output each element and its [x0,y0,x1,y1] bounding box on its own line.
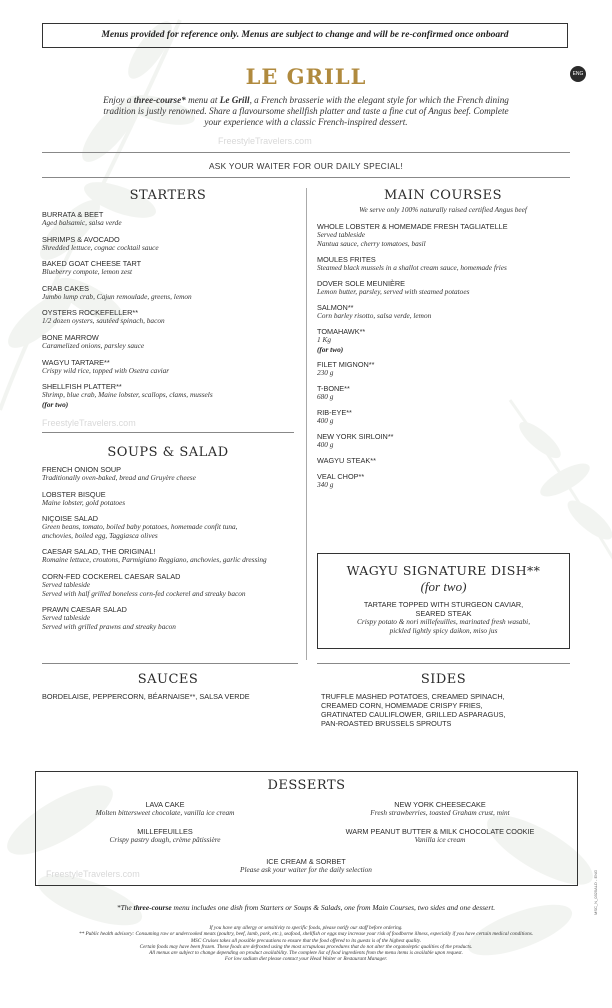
column-divider [306,188,307,660]
menu-item-desc: Maine lobster, gold potatoes [42,497,126,507]
footnote-line: MSC Cruises takes all possible precautions to ensure that the food offered to its guests is of the highest quality. [190,937,422,944]
menu-item-desc: Served tableside [42,613,91,623]
menu-item [42,210,297,228]
sides-heading: SIDES [420,672,467,687]
menu-item [317,222,577,248]
menu-item-name: WHOLE LOBSTER & HOMEMADE FRESH TAGLIATELLE [317,222,508,231]
menu-item [317,279,577,297]
menu-item-name: BURRATA & BEET [42,210,104,219]
reference-notice: Menus provided for reference only. Menus are subject to change and will be re-confirmed once onboard [42,23,568,48]
menu-item-name: CRAB CAKES [42,283,90,293]
side-line: CREAMED CORN, HOMEMADE CRISPY FRIES, [321,701,483,710]
signature-dish-box [317,553,570,649]
menu-item [42,382,297,409]
intro-text [100,95,512,128]
menu-item-portion: (for two) [42,399,69,409]
menu-item-name: FILET MIGNON** [317,360,375,370]
sauces-list: BORDELAISE, PEPPERCORN, BÉARNAISE**, SALSA VERDE [42,692,250,701]
dessert-desc: Molten bittersweet chocolate, vanilla ice cream [95,808,235,817]
menu-item [42,259,297,277]
menu-item [317,472,577,490]
menu-item [42,490,302,508]
menu-item [42,333,297,351]
menu-item-desc: 230 g [317,368,334,378]
menu-item [317,384,577,402]
menu-item-name: SALMON** [317,302,354,312]
menu-item [317,360,577,378]
menu-item-desc: Served tableside [317,230,366,239]
menu-item [317,408,577,426]
side-line: PAN-ROASTED BRUSSELS SPROUTS [321,719,452,728]
menu-item-name: NEW YORK SIRLOIN** [317,432,394,442]
divider [42,177,570,178]
menu-item-name: PRAWN CAESAR SALAD [42,605,127,615]
menu-item-desc: 400 g [317,440,334,450]
language-badge[interactable]: ENG [570,66,586,82]
menu-item-name: RIB-EYE** [317,408,352,418]
dessert-item [320,827,560,845]
menu-item-desc: Steamed black mussels in a shallot cream sauce, homemade fries [317,262,507,272]
menu-item-desc: Jumbo lump crab, Cajun remoulade, greens, lemon [42,291,192,301]
menu-item [317,432,577,450]
footnotes [0,925,612,963]
menu-item-name: CAESAR SALAD, THE ORIGINAL! [42,547,156,557]
watermark: FreestyleTravelers.com [42,418,136,428]
menu-item-name: FRENCH ONION SOUP [42,465,122,474]
menu-code: MSC_N_0325ALD - ENG [593,869,598,915]
menu-item [42,308,297,326]
menu-item [42,465,302,483]
mains-subheading: We serve only 100% naturally raised certified Angus beef [359,205,527,214]
menu-item-name: OYSTERS ROCKEFELLER** [42,308,139,318]
menu-item-name: VEAL CHOP** [317,471,365,481]
soups-list [42,465,302,638]
menu-item-name: MOULES FRITES [317,254,376,264]
mains-list [317,222,577,496]
menu-item-name: WAGYU STEAK** [317,456,376,466]
divider [42,432,294,433]
menu-item-name: WAGYU TARTARE** [42,357,110,367]
note-three-course: three-course [133,903,172,912]
menu-item-desc: Corn barley risotto, salsa verde, lemon [317,310,432,320]
menu-item [42,284,297,302]
menu-item-name: BAKED GOAT CHEESE TART [42,259,142,269]
signature-name: SEARED STEAK [415,609,472,618]
menu-item-desc: 680 g [317,392,334,402]
side-line: GRATINATED CAULIFLOWER, GRILLED ASPARAGUS, [321,710,506,719]
starters-heading: STARTERS [129,188,207,203]
menu-item-name: T-BONE** [317,384,350,394]
menu-item-desc: Served with half grilled boneless corn-fed cockerel and streaky bacon [42,588,246,598]
signature-heading: WAGYU SIGNATURE DISH** [346,563,541,578]
menu-item [42,514,302,540]
intro-le-grill: Le Grill [219,95,250,105]
menu-item-name: SHRIMPS & AVOCADO [42,234,120,244]
menu-item-desc: 1/2 dozen oysters, sautéed spinach, bacon [42,316,165,326]
menu-item [42,547,302,565]
menu-item-portion: (for two) [317,344,344,354]
side-line: TRUFFLE MASHED POTATOES, CREAMED SPINACH, [321,692,505,701]
note-part: *The [116,903,134,912]
menu-item [42,572,302,598]
menu-item [317,303,577,321]
menu-item-name: SHELLFISH PLATTER** [42,382,122,392]
starters-list [42,210,297,416]
menu-item-desc: 400 g [317,416,334,426]
dessert-name: WARM PEANUT BUTTER & MILK CHOCOLATE COOKIE [345,827,535,836]
divider [42,152,570,153]
menu-item-desc: Green beans, tomato, boiled baby potatoes, homemade confit tuna, [42,522,238,532]
menu-item-desc: Crispy wild rice, topped with Osetra caviar [42,365,170,375]
menu-item-name: LOBSTER BISQUE [42,489,106,499]
footnote-line: For low sodium diet please contact your Head Waiter or Restaurant Manager. [224,956,388,963]
note-part: menu includes one dish from Starters or Soups & Salads, one from Main Courses, two sides and one dessert. [171,903,496,912]
menu-item-name: NIÇOISE SALAD [42,514,98,524]
dessert-item [320,800,560,818]
menu-item-desc: Blueberry compote, lemon zest [42,267,132,277]
signature-sub: (for two) [420,579,467,594]
menu-item-name: DOVER SOLE MEUNIÈRE [317,278,405,288]
dessert-desc: Crispy pastry dough, crème pâtissière [109,835,221,844]
three-course-note [0,903,612,912]
soups-heading: SOUPS & SALAD [107,445,229,460]
footnote-line: If you have any allergy or sensitivity to specific foods, please notify our staff before ordering. [209,925,403,931]
divider [317,663,570,664]
dessert-name: MILLEFEUILLES [137,827,193,836]
footnote-line: Certain foods may have been frozen. These foods are defrosted using the most scrupulous procedures that do not alter the organoleptic qualities of the products. [139,943,473,950]
signature-desc: Crispy potato & nori millefeuilles, marinated fresh wasabi, [356,617,531,626]
signature-desc: pickled lightly spicy daikon, miso jus [389,625,498,635]
daily-special: ASK YOUR WAITER FOR OUR DAILY SPECIAL! [208,161,404,171]
dessert-desc: Vanilla ice cream [414,835,466,844]
menu-item-desc: Caramelized onions, parsley sauce [42,340,145,350]
menu-item [317,327,577,354]
dessert-name: ICE CREAM & SORBET [266,857,346,866]
watermark: FreestyleTravelers.com [46,869,140,879]
divider [42,663,298,664]
dessert-item [60,800,270,818]
sauces-heading: SAUCES [137,672,199,687]
signature-name: TARTARE TOPPED WITH STURGEON CAVIAR, [363,600,524,609]
menu-item-desc: Nantua sauce, cherry tomatoes, basil [317,238,426,248]
dessert-desc: Please ask your waiter for the daily selection [240,865,372,874]
dessert-name: LAVA CAKE [145,800,185,809]
dessert-item [60,827,270,845]
menu-item-desc: Lemon butter, parsley, served with steamed potatoes [317,286,470,296]
intro-part: , a French brasserie with the elegant style for which the French dining tradition is justly renowned. Share a flavoursome shellfish platter and taste a fine cut of Angus beef. Complete your experience with a classic French-inspired dessert. [103,95,509,127]
footnote-line: All menus are subject to change depending on product availability. The complete list of food ingredients from the menu items is available upon request. [149,950,463,957]
menu-item [42,605,302,631]
dessert-desc: Fresh strawberries, toasted Graham crust, mint [370,808,510,817]
menu-item-desc: Served with grilled prawns and streaky bacon [42,621,176,631]
menu-item [317,456,577,465]
menu-item-desc: anchovies, boiled egg, Taggiasca olives [42,530,158,540]
menu-item-desc: Shrimp, blue crab, Maine lobster, scallops, clams, mussels [42,390,213,400]
menu-item [42,358,297,376]
menu-item-name: BONE MARROW [42,332,99,342]
menu-item-desc: 1 Kg [317,334,331,344]
menu-item-name: CORN-FED COCKEREL CAESAR SALAD [42,571,181,581]
menu-item [317,255,577,273]
menu-item-desc: Romaine lettuce, croutons, Parmigiano Reggiano, anchovies, garlic dressing [42,555,267,565]
sides-list [321,692,571,728]
dessert-item [180,857,432,875]
menu-item-desc: 340 g [317,479,334,489]
watermark: FreestyleTravelers.com [218,136,312,146]
menu-item-desc: Shredded lettuce, cognac cocktail sauce [42,242,159,252]
desserts-heading: DESSERTS [267,778,346,793]
intro-part: menu at [185,95,220,105]
mains-heading: MAIN COURSES [384,188,502,203]
menu-item-desc: Served tableside [42,579,91,589]
intro-three-course: three-course* [133,95,186,105]
menu-item-desc: Traditionally oven-baked, bread and Gruyère cheese [42,473,196,482]
dessert-name: NEW YORK CHEESECAKE [394,800,486,809]
footnote-line: ** Public health advisory: Consuming raw or undercooked meats (poultry, beef, lamb, pork, etc.), seafood, shellfish or eggs may increase your risk of foodborne illness, especially if you have certain medical conditions. [78,931,534,938]
intro-part: Enjoy a [103,95,134,105]
menu-item-desc: Aged balsamic, salsa verde [42,218,122,227]
menu-item [42,235,297,253]
restaurant-title: LE GRILL [245,64,367,89]
menu-item-name: TOMAHAWK** [317,326,366,336]
